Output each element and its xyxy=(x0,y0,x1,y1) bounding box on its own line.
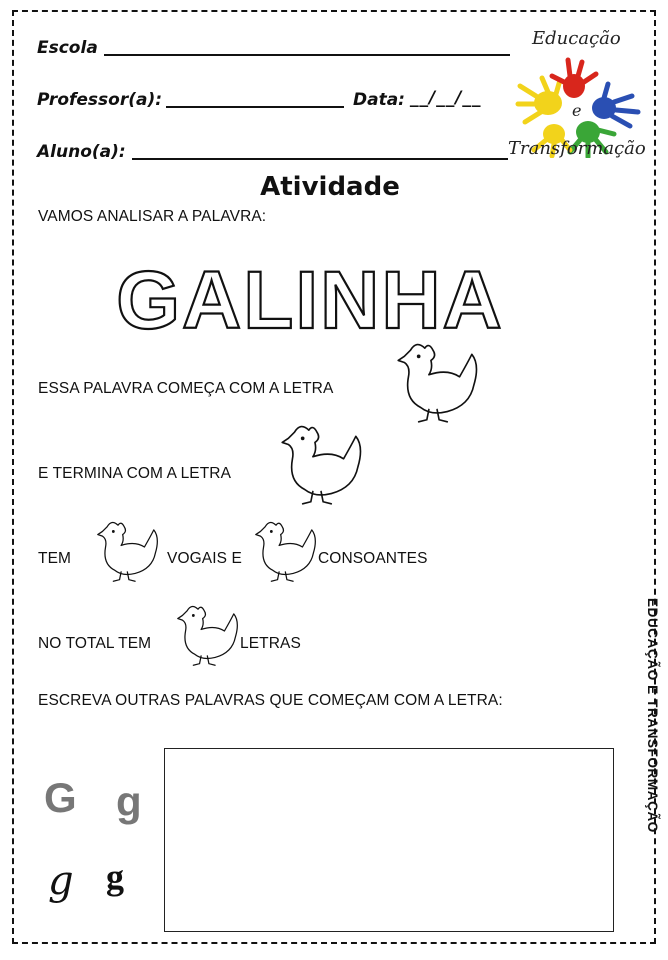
letter-lower-g: g xyxy=(116,778,142,825)
aluno-field[interactable] xyxy=(132,158,508,160)
writing-area[interactable] xyxy=(164,748,614,932)
question-first-letter: ESSA PALAVRA COMEÇA COM A LETRA xyxy=(38,380,334,397)
professor-field[interactable] xyxy=(166,106,344,108)
escola-field[interactable] xyxy=(104,54,510,56)
logo-text-top: Educação xyxy=(532,28,621,49)
letter-upper-g: G xyxy=(44,774,77,821)
word-display xyxy=(0,255,620,347)
logo-middle: e xyxy=(572,101,582,120)
escola-label: Escola xyxy=(37,38,98,58)
logo-text-bottom: Transformação xyxy=(508,138,646,159)
hen-answer-box-first-letter[interactable] xyxy=(388,336,480,436)
question-vowels-mid: VOGAIS E xyxy=(167,550,242,567)
aluno-label: Aluno(a): xyxy=(37,142,126,162)
instruction: VAMOS ANALISAR A PALAVRA: xyxy=(38,208,267,225)
hen-answer-box-vowels[interactable] xyxy=(90,514,160,594)
question-consonants-suffix: CONSOANTES xyxy=(318,550,428,567)
professor-label: Professor(a): xyxy=(37,90,163,110)
data-label: Data: xyxy=(353,90,405,110)
letter-serif-g: g xyxy=(106,857,124,897)
logo xyxy=(508,26,660,166)
side-watermark: EDUCAÇÃO E TRANSFORMAÇÃO xyxy=(645,598,660,833)
hen-answer-box-total[interactable] xyxy=(170,598,240,678)
question-total-suffix: LETRAS xyxy=(240,635,301,652)
question-last-letter: E TERMINA COM A LETRA xyxy=(38,465,232,482)
hen-answer-box-consonants[interactable] xyxy=(248,514,318,594)
page-title: Atividade xyxy=(260,172,400,202)
hen-answer-box-last-letter[interactable] xyxy=(272,418,364,518)
letter-cursive-g: g xyxy=(48,858,74,904)
data-field[interactable]: __/__/__ xyxy=(410,88,482,108)
question-total-prefix: NO TOTAL TEM xyxy=(38,635,152,652)
question-write-words: ESCREVA OUTRAS PALAVRAS QUE COMEÇAM COM A LETRA: xyxy=(38,692,503,709)
question-vowels-prefix: TEM xyxy=(38,550,72,567)
word-outline: GALINHA xyxy=(116,255,504,346)
